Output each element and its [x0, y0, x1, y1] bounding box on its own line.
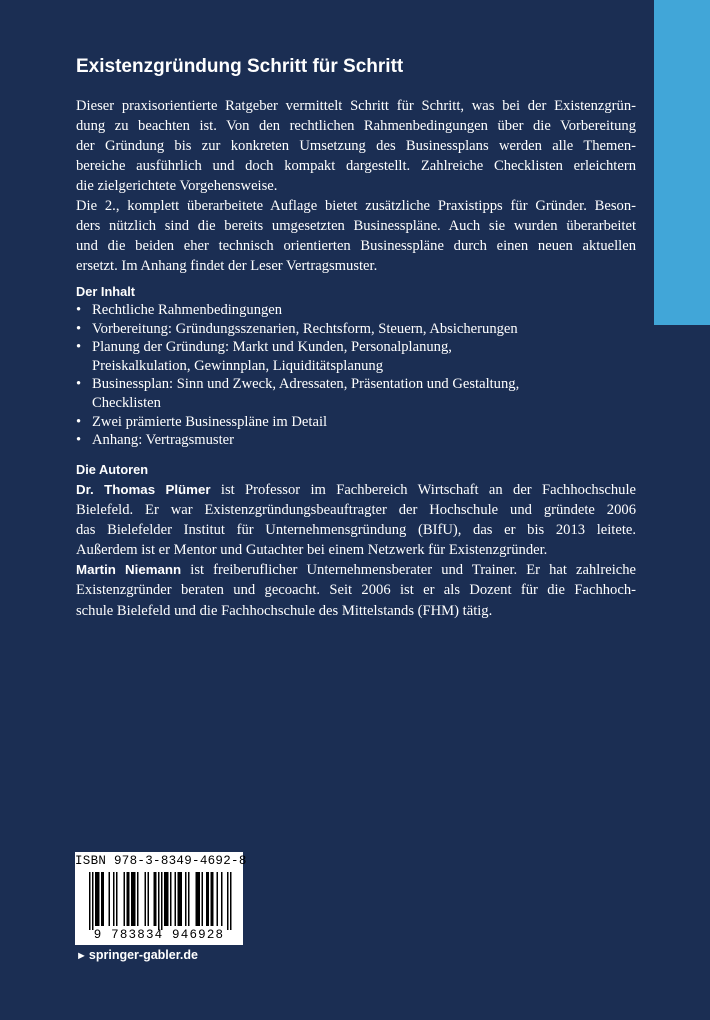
barcode-bar — [196, 872, 198, 926]
ean-digits: 9 783834 946928 — [93, 928, 225, 942]
barcode-bar — [227, 872, 229, 930]
barcode-bar — [217, 872, 219, 926]
text-line — [76, 560, 636, 580]
list-item — [76, 375, 636, 412]
list-item-text: Checklisten — [92, 394, 161, 411]
barcode-bar — [128, 872, 130, 926]
text-line: Dieser praxisorientierte Ratgeber vermittelt Schritt für Schritt, was bei der Existenzgrün- — [76, 98, 636, 114]
text-line: schule Bielefeld und die Fachhochschule des Mittelstands (FHM) tätig. — [76, 602, 493, 619]
barcode-bar — [131, 872, 133, 926]
barcode-bar — [103, 872, 105, 926]
author-name: Dr. Thomas Plümer — [76, 482, 211, 497]
barcode-bar — [124, 872, 126, 926]
contents-list — [76, 301, 636, 450]
barcode-bar — [202, 872, 204, 926]
list-item-text: Planung der Gründung: Markt und Kunden, Personalplanung, — [92, 339, 452, 356]
barcode-bar — [154, 872, 156, 926]
text-line — [76, 480, 636, 500]
barcode-bar — [98, 872, 100, 926]
barcode-bar — [188, 872, 190, 926]
barcode-bar — [166, 872, 168, 926]
text-line: Bielefeld. Er war Existenzgründungsbeauftragter der Hochschule und gründete 2006 — [76, 502, 636, 519]
barcode-bar — [197, 872, 199, 926]
bullet-icon: • — [76, 376, 82, 393]
barcode-bar — [199, 872, 201, 926]
barcode-bar — [97, 872, 99, 926]
publisher-url: springer-gabler.de — [88, 948, 198, 962]
barcode-bar — [212, 872, 214, 926]
barcode-bars — [75, 872, 243, 930]
list-item-text: Rechtliche Rahmenbedingungen — [92, 302, 283, 318]
barcode-bar — [109, 872, 111, 926]
arrow-right-icon: ► — [76, 950, 87, 962]
barcode-bar — [134, 872, 136, 926]
bullet-icon: • — [76, 302, 82, 318]
text-line: bereiche ausführlich und doch kompakt dargestellt. Zahlreiche Checklisten erleichtern — [76, 158, 636, 175]
list-item — [76, 301, 636, 320]
barcode-bar — [145, 872, 147, 926]
barcode-bar — [137, 872, 139, 926]
list-item — [76, 431, 636, 450]
intro-paragraph — [76, 96, 636, 196]
barcode-bar — [101, 872, 103, 926]
barcode-bar — [161, 872, 163, 930]
contents-heading: Der Inhalt — [76, 284, 136, 299]
text-line: die zielgerichtete Vorgehensweise. — [76, 178, 278, 195]
barcode-bar — [113, 872, 115, 926]
barcode-bar — [133, 872, 135, 926]
list-item-text: Preiskalkulation, Gewinnplan, Liquiditätsplanung — [92, 357, 384, 374]
barcode-bar — [155, 872, 157, 926]
bullet-icon: • — [76, 432, 82, 449]
bullet-icon: • — [76, 339, 82, 356]
text-line: das Bielefelder Institut für Unternehmensgründung (BIfU), das er bis 2013 leitete. — [76, 522, 636, 539]
barcode-bar — [230, 872, 232, 930]
barcode-bar — [92, 872, 94, 930]
barcode-bar — [181, 872, 183, 926]
text-line: ersetzt. Im Anhang findet der Leser Vertragsmuster. — [76, 258, 378, 275]
list-item — [76, 413, 636, 432]
barcode-bar — [116, 872, 118, 926]
barcode-bar — [158, 872, 160, 930]
bullet-icon: • — [76, 320, 82, 337]
barcode-bar — [167, 872, 169, 926]
text-line: Außerdem ist er Mentor und Gutachter bei einem Netzwerk für Existenzgründer. — [76, 542, 548, 559]
barcode-bar — [208, 872, 210, 926]
list-item — [76, 338, 636, 375]
accent-bar — [654, 0, 710, 325]
list-item-text: Vorbereitung: Gründungsszenarien, Rechtsform, Steuern, Absicherungen — [92, 320, 518, 337]
author-bio-start: ist freiberuflicher Unternehmensberater und Trainer. Er hat zahlreiche — [181, 562, 636, 579]
barcode-bar — [127, 872, 129, 926]
text-line: der Gründung bis zur konkreten Umsetzung des Businessplans werden alle Themen- — [76, 138, 636, 155]
author-bio-start: ist Professor im Fachbereich Wirtschaft an der Fachhochschule — [210, 482, 637, 498]
edition-paragraph — [76, 196, 636, 276]
text-line: ders nützlich sind die bereits umgesetzten Businesspläne. Auch sie wurden überarbeitet — [76, 218, 636, 235]
barcode-bar — [175, 872, 177, 926]
publisher-link[interactable] — [76, 948, 198, 962]
text-line: und die beiden eher technisch orientierten Businesspläne durch einen neuen aktuellen — [76, 238, 636, 255]
text-line: dung zu beachten ist. Von den rechtlichen Rahmenbedingungen über die Vorbereitung — [76, 118, 636, 135]
barcode-bar — [211, 872, 213, 926]
barcode-bar — [206, 872, 208, 926]
barcode-bar — [170, 872, 172, 926]
list-item-text: Zwei prämierte Businesspläne im Detail — [92, 413, 328, 430]
barcode — [75, 852, 247, 945]
authors-paragraph — [76, 480, 636, 621]
bullet-icon: • — [76, 413, 82, 430]
list-item-text: Anhang: Vertragsmuster — [92, 432, 234, 449]
text-line: Die 2., komplett überarbeitete Auflage bietet zusätzliche Praxistipps für Gründer. Beson- — [76, 198, 636, 214]
barcode-bar — [95, 872, 97, 926]
barcode-bar — [221, 872, 223, 926]
barcode-bar — [164, 872, 166, 926]
barcode-bar — [148, 872, 150, 926]
authors-heading: Die Autoren — [76, 462, 149, 477]
barcode-bar — [179, 872, 181, 926]
barcode-bar — [185, 872, 187, 926]
isbn-label: ISBN 978-3-8349-4692-8 — [75, 854, 247, 868]
list-item-text: Businessplan: Sinn und Zweck, Adressaten, Präsentation und Gestaltung, — [92, 376, 520, 393]
text-line: Existenzgründer beraten und gecoacht. Seit 2006 ist er als Dozent für die Fachhoch- — [76, 582, 636, 599]
book-title: Existenzgründung Schritt für Schritt — [76, 56, 404, 77]
list-item — [76, 320, 636, 339]
barcode-bar — [178, 872, 180, 926]
barcode-bar — [89, 872, 91, 930]
author-name: Martin Niemann — [76, 562, 182, 578]
